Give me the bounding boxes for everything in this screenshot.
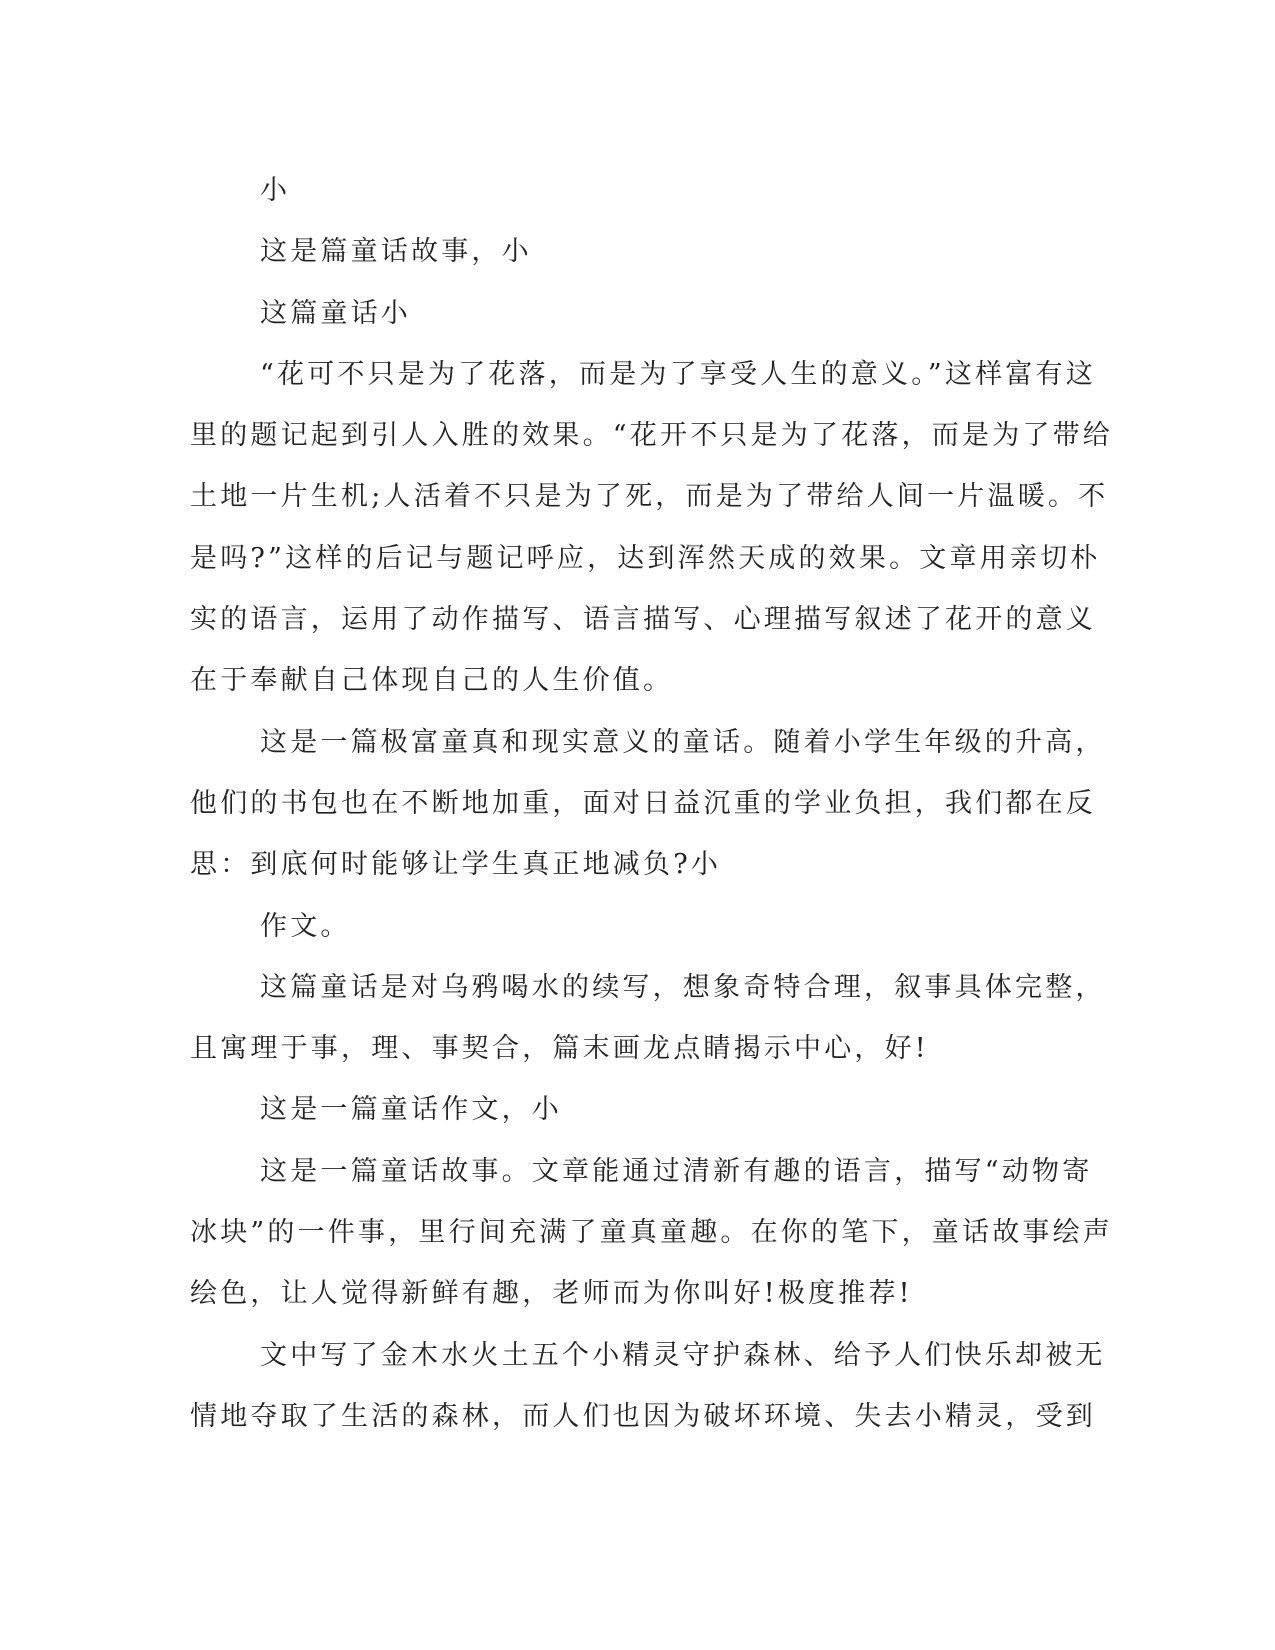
text-line: 这是一篇童话故事。文章能通过清新有趣的语言，描写“动物寄 bbox=[260, 1155, 1093, 1187]
text-line: 是吗?”这样的后记与题记呼应，达到浑然天成的效果。文章用亲切朴 bbox=[190, 542, 1101, 574]
text-line: 这篇童话是对乌鸦喝水的续写，想象奇特合理，叙事具体完整， bbox=[260, 971, 1106, 1003]
text-line: 小 bbox=[260, 175, 291, 206]
text-line: 作文。 bbox=[260, 910, 351, 942]
text-line: 冰块”的一件事，里行间充满了童真童趣。在你的笔下，童话故事绘声 bbox=[190, 1217, 1114, 1249]
text-line: 情地夺取了生活的森林，而人们也因为破坏环境、失去小精灵，受到 bbox=[190, 1400, 1096, 1432]
text-line: 思：到底何时能够让学生真正地减负?小 bbox=[190, 849, 722, 881]
text-line: 这篇童话小 bbox=[260, 297, 411, 329]
text-line: 他们的书包也在不断地加重，面对日益沉重的学业负担，我们都在反 bbox=[190, 787, 1096, 819]
text-line: 这是一篇极富童真和现实意义的童话。随着小学生年级的升高， bbox=[260, 726, 1106, 758]
text-line: “花可不只是为了花落，而是为了享受人生的意义。”这样富有这 bbox=[260, 358, 1096, 390]
text-line: 绘色，让人觉得新鲜有趣，老师而为你叫好!极度推荐! bbox=[190, 1278, 913, 1310]
text-line: 土地一片生机;人活着不只是为了死，而是为了带给人间一片温暖。不 bbox=[190, 481, 1109, 513]
text-line: 里的题记起到引人入胜的效果。“花开不只是为了花落，而是为了带给 bbox=[190, 420, 1114, 452]
text-line: 这是篇童话故事，小 bbox=[260, 236, 532, 268]
text-line: 在于奉献自己体现自己的人生价值。 bbox=[190, 665, 674, 697]
text-line: 实的语言，运用了动作描写、语言描写、心理描写叙述了花开的意义 bbox=[190, 604, 1096, 636]
document-body bbox=[190, 160, 1114, 1447]
text-line: 文中写了金木水火土五个小精灵守护森林、给予人们快乐却被无 bbox=[260, 1339, 1106, 1371]
text-line: 这是一篇童话作文，小 bbox=[260, 1094, 562, 1126]
text-line: 且寓理于事，理、事契合，篇末画龙点睛揭示中心，好! bbox=[190, 1033, 929, 1065]
